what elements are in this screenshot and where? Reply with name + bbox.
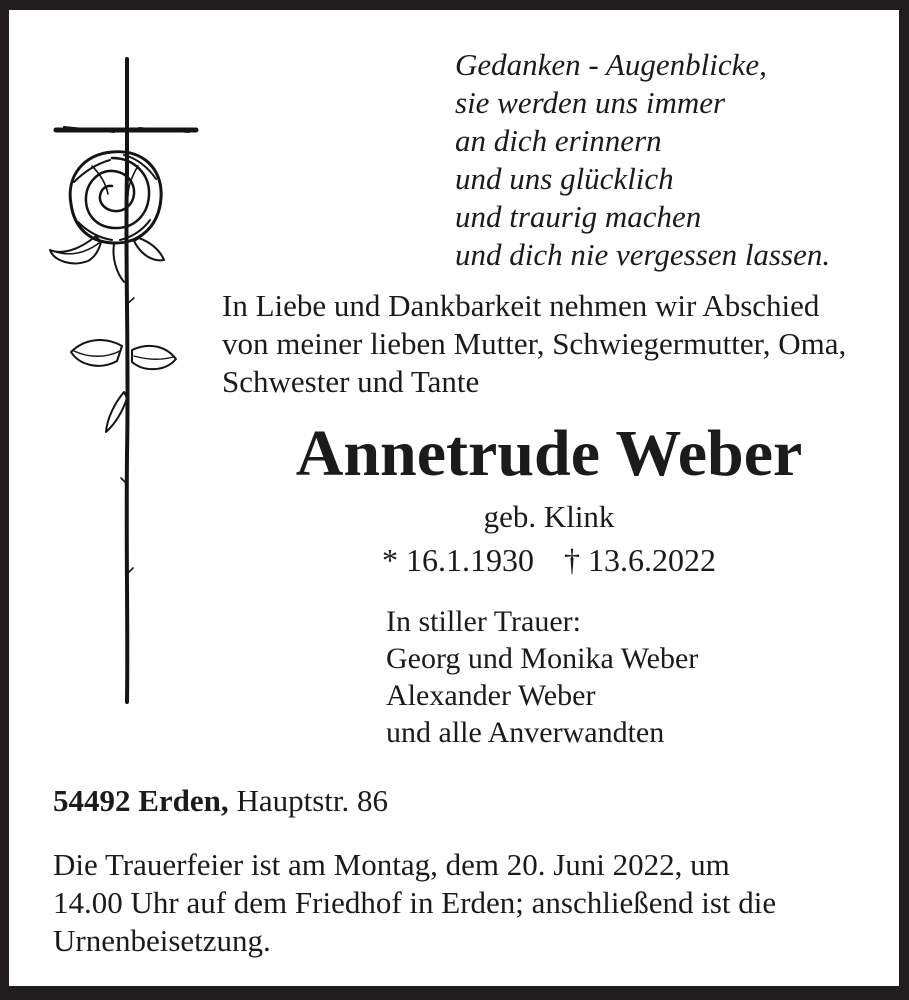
funeral-info [53,846,776,960]
verse-line: sie werden uns immer [455,85,726,120]
funeral-line: Urnenbeisetzung. [53,923,271,958]
address-city: 54492 Erden, [53,783,229,818]
cross-rose-artwork [44,54,214,719]
address-street: Hauptstr. 86 [236,783,388,818]
intro-line: In Liebe und Dankbarkeit nehmen wir Abschied [222,288,820,323]
address-line [53,782,388,820]
farewell-intro [222,287,846,401]
verse-line: Gedanken - Augenblicke, [455,47,767,82]
paper-sheet [9,10,899,986]
mourners-list [386,603,698,751]
intro-line: Schwester und Tante [222,364,480,399]
memorial-verse [455,46,830,274]
intro-line: von meiner lieben Mutter, Schwiegermutter, Oma, [222,326,847,361]
verse-line: an dich erinnern [455,123,662,158]
birth-date: * 16.1.1930 [382,542,534,578]
maiden-name: geb. Klink [483,499,615,534]
life-dates [199,541,899,579]
mourner-line: Alexander Weber [386,679,596,712]
verse-line: und uns glücklich [455,161,674,196]
deceased-name: Annetrude Weber [295,417,803,490]
verse-line: und dich nie vergessen lassen. [455,237,831,272]
verse-line: und traurig machen [455,199,702,234]
mourners-heading: In stiller Trauer: [386,605,581,638]
death-date: † 13.6.2022 [564,542,716,578]
cross-rose-icon [44,54,214,714]
funeral-line: 14.00 Uhr auf dem Friedhof in Erden; anschließend ist die [53,885,777,920]
funeral-line: Die Trauerfeier ist am Montag, dem 20. Juni 2022, um [53,847,730,882]
mourner-line: Georg und Monika Weber [386,642,699,675]
mourner-line: und alle Anverwandten [386,716,665,749]
